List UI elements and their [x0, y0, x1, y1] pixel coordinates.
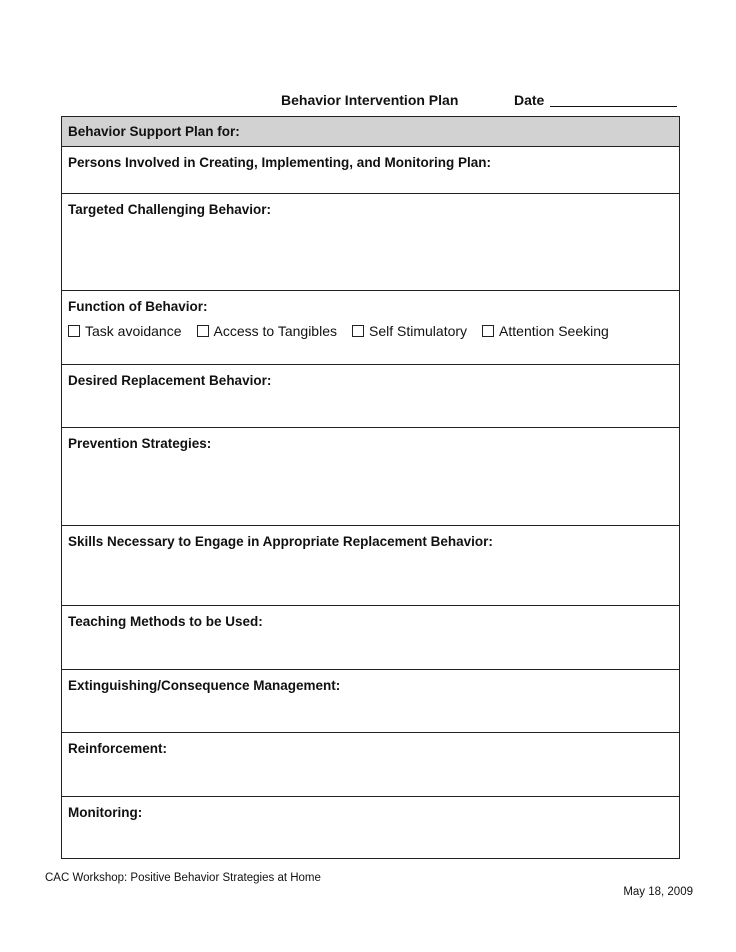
- document-title: Behavior Intervention Plan: [281, 92, 459, 108]
- teaching-methods-label: Teaching Methods to be Used:: [68, 614, 263, 629]
- function-of-behavior-label: Function of Behavior:: [68, 299, 208, 314]
- skills-necessary-label: Skills Necessary to Engage in Appropriate Replacement Behavior:: [68, 534, 493, 549]
- document-header: [0, 92, 736, 112]
- function-options: [68, 323, 624, 339]
- row-prevention-strategies[interactable]: [62, 428, 679, 526]
- row-skills-necessary[interactable]: [62, 526, 679, 606]
- option-label: Task avoidance: [85, 323, 182, 339]
- option-label: Attention Seeking: [499, 323, 609, 339]
- date-label: Date: [514, 92, 545, 108]
- option-task-avoidance[interactable]: [68, 323, 182, 339]
- targeted-behavior-label: Targeted Challenging Behavior:: [68, 202, 272, 217]
- row-desired-replacement[interactable]: [62, 365, 679, 428]
- row-extinguishing[interactable]: [62, 670, 679, 733]
- support-plan-for-label: Behavior Support Plan for:: [68, 124, 240, 139]
- option-self-stimulatory[interactable]: [352, 323, 467, 339]
- row-support-plan-for[interactable]: [62, 117, 679, 147]
- checkbox-icon[interactable]: [68, 325, 80, 337]
- reinforcement-label: Reinforcement:: [68, 741, 168, 756]
- row-function-of-behavior: [62, 291, 679, 365]
- desired-replacement-label: Desired Replacement Behavior:: [68, 373, 272, 388]
- checkbox-icon[interactable]: [482, 325, 494, 337]
- option-label: Access to Tangibles: [213, 323, 337, 339]
- row-teaching-methods[interactable]: [62, 606, 679, 670]
- checkbox-icon[interactable]: [197, 325, 209, 337]
- persons-involved-label: Persons Involved in Creating, Implementing, and Monitoring Plan:: [68, 155, 492, 170]
- behavior-plan-form: [61, 116, 680, 859]
- footer-workshop: CAC Workshop: Positive Behavior Strategies at Home: [45, 872, 321, 884]
- prevention-strategies-label: Prevention Strategies:: [68, 436, 212, 451]
- option-label: Self Stimulatory: [369, 323, 468, 339]
- row-targeted-behavior[interactable]: [62, 194, 679, 291]
- row-monitoring[interactable]: [62, 797, 679, 859]
- extinguishing-label: Extinguishing/Consequence Management:: [68, 678, 341, 693]
- checkbox-icon[interactable]: [352, 325, 364, 337]
- monitoring-label: Monitoring:: [68, 805, 143, 820]
- footer-date: May 18, 2009: [623, 886, 693, 898]
- row-reinforcement[interactable]: [62, 733, 679, 797]
- option-access-to-tangibles[interactable]: [197, 323, 337, 339]
- date-field-line[interactable]: [550, 106, 677, 107]
- row-persons-involved[interactable]: [62, 147, 679, 194]
- option-attention-seeking[interactable]: [482, 323, 609, 339]
